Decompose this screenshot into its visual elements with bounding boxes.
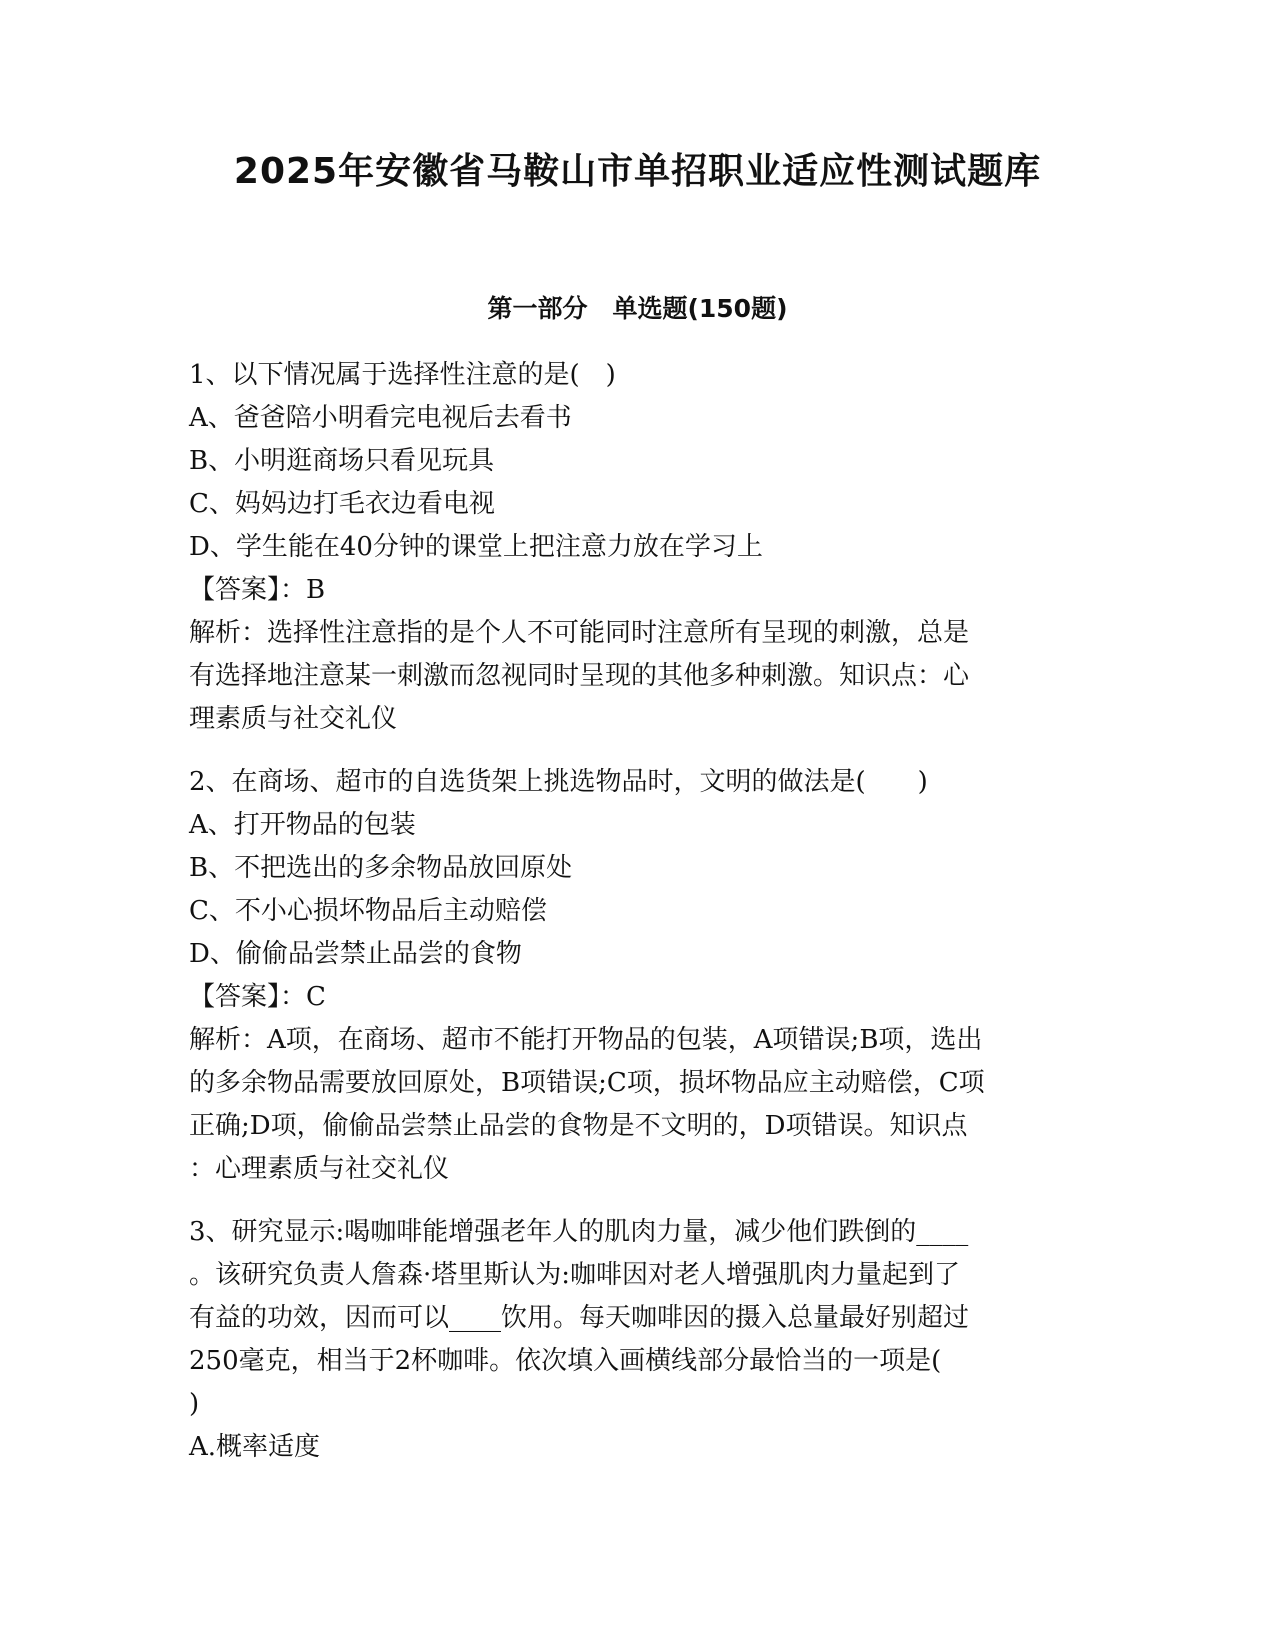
question-2 bbox=[189, 761, 1079, 1191]
option-b: B、小明逛商场只看见玩具 bbox=[189, 446, 495, 476]
option-c: C、妈妈边打毛衣边看电视 bbox=[189, 489, 495, 519]
option-d: D、学生能在40分钟的课堂上把注意力放在学习上 bbox=[189, 532, 763, 562]
question-stem-line: 250毫克，相当于2杯咖啡。依次填入画横线部分最恰当的一项是( bbox=[189, 1346, 942, 1376]
analysis-line: 解析：A项，在商场、超市不能打开物品的包装，A项错误;B项，选出 bbox=[189, 1025, 983, 1055]
analysis-line: 有选择地注意某一刺激而忽视同时呈现的其他多种刺激。知识点：心 bbox=[189, 661, 970, 691]
question-stem: 1、以下情况属于选择性注意的是( ) bbox=[189, 360, 616, 390]
question-stem-line: ) bbox=[189, 1389, 200, 1419]
question-stem-line: 有益的功效，因而可以____饮用。每天咖啡因的摄入总量最好别超过 bbox=[189, 1303, 970, 1333]
analysis-line: 理素质与社交礼仪 bbox=[189, 704, 398, 734]
section-heading: 第一部分 单选题(150题) bbox=[487, 294, 788, 323]
question-stem-line: 。该研究负责人詹森·塔里斯认为:咖啡因对老人增强肌肉力量起到了 bbox=[189, 1260, 961, 1290]
option-d: D、偷偷品尝禁止品尝的食物 bbox=[189, 939, 522, 969]
analysis-line: 的多余物品需要放回原处，B项错误;C项，损坏物品应主动赔偿，C项 bbox=[189, 1068, 985, 1098]
option-a: A.概率适度 bbox=[189, 1432, 321, 1462]
question-list bbox=[189, 354, 1079, 1489]
question-1 bbox=[189, 354, 1079, 741]
analysis-line: 正确;D项，偷偷品尝禁止品尝的食物是不文明的，D项错误。知识点 bbox=[189, 1111, 968, 1141]
analysis-line: 解析：选择性注意指的是个人不可能同时注意所有呈现的刺激，总是 bbox=[189, 618, 970, 648]
question-stem-line: 3、研究显示:喝咖啡能增强老年人的肌肉力量，减少他们跌倒的____ bbox=[189, 1217, 969, 1247]
option-c: C、不小心损坏物品后主动赔偿 bbox=[189, 896, 547, 926]
answer: 【答案】：C bbox=[189, 982, 326, 1012]
option-a: A、打开物品的包装 bbox=[189, 810, 416, 840]
question-3 bbox=[189, 1211, 1079, 1469]
answer: 【答案】：B bbox=[189, 575, 326, 605]
analysis-line: ：心理素质与社交礼仪 bbox=[189, 1154, 450, 1184]
option-b: B、不把选出的多余物品放回原处 bbox=[189, 853, 573, 883]
option-a: A、爸爸陪小明看完电视后去看书 bbox=[189, 403, 572, 433]
question-stem: 2、在商场、超市的自选货架上挑选物品时，文明的做法是( ) bbox=[189, 767, 928, 797]
document-title: 2025年安徽省马鞍山市单招职业适应性测试题库 bbox=[233, 151, 1042, 192]
